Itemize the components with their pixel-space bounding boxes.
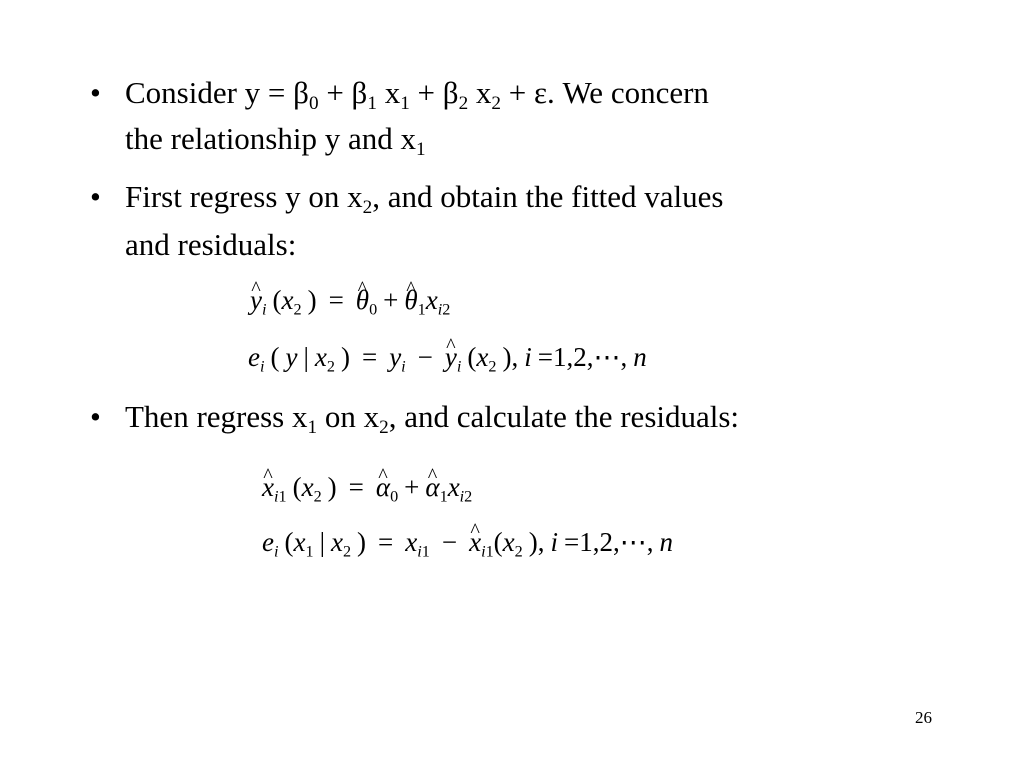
- math-symbol: x: [447, 472, 460, 502]
- math-subscript: 2: [293, 300, 302, 319]
- math-symbol: x: [281, 285, 294, 315]
- math-symbol: (: [284, 527, 294, 557]
- math-subscript: i: [273, 542, 279, 561]
- text-run: , and calculate the residuals:: [388, 399, 740, 434]
- text-run: x: [468, 75, 492, 110]
- subscript: 2: [491, 92, 502, 114]
- text-run: Then regress x: [125, 399, 308, 434]
- text-run: , and obtain the fitted values: [372, 179, 724, 214]
- math-subscript: i: [261, 300, 267, 319]
- subscript: 1: [367, 92, 377, 114]
- text-run: and residuals:: [125, 227, 297, 262]
- text-run: + β: [318, 75, 368, 110]
- math-symbol: 1,2,⋯,: [579, 527, 654, 557]
- math-subscript: i: [401, 357, 406, 376]
- math-subscript: 2: [442, 300, 451, 319]
- math-symbol: x: [293, 527, 306, 557]
- math-symbol: =: [348, 472, 364, 502]
- math-symbol: y: [389, 342, 402, 372]
- bullet-line: [125, 116, 426, 162]
- subscript: 2: [362, 196, 373, 218]
- math-subscript: 2: [464, 487, 473, 506]
- math-symbol: +: [383, 285, 399, 315]
- math-symbol: +: [404, 472, 420, 502]
- math-symbol: x: [502, 527, 515, 557]
- bullet-line: [125, 174, 724, 220]
- math-subscript: i: [481, 542, 486, 561]
- math-subscript: 1: [421, 542, 430, 561]
- math-symbol: x: [476, 342, 489, 372]
- math-symbol: ^ y: [445, 340, 457, 374]
- subscript: 2: [379, 416, 389, 438]
- math-subscript: 0: [369, 300, 378, 319]
- math-symbol: ): [340, 342, 350, 372]
- math-symbol: ),: [502, 342, 519, 372]
- text-run: Consider y = β: [125, 75, 309, 110]
- math-symbol: −: [417, 342, 433, 372]
- math-subscript: 1: [485, 542, 494, 561]
- math-symbol: n: [659, 527, 673, 557]
- math-symbol: −: [441, 527, 458, 557]
- math-symbol: (: [270, 342, 280, 372]
- subscript: 1: [416, 138, 426, 160]
- bullet-dot: •: [90, 179, 101, 214]
- math-subscript: i: [417, 542, 422, 561]
- math-subscript: 2: [313, 487, 322, 506]
- bullet-line: [125, 222, 296, 268]
- bullet-line: [125, 70, 709, 116]
- text-run: on x: [317, 399, 380, 434]
- math-subscript: 1: [417, 300, 426, 319]
- math-subscript: i: [459, 487, 465, 506]
- text-run: + ε. We concern: [501, 75, 709, 110]
- math-subscript: 1: [439, 487, 448, 506]
- text-run: the relationship y and x: [125, 121, 416, 156]
- text-run: First regress y on x: [125, 179, 363, 214]
- subscript: 2: [458, 92, 469, 114]
- math-symbol: ^ α: [376, 470, 390, 504]
- math-symbol: x: [314, 342, 327, 372]
- equation-residual-y: [248, 340, 647, 374]
- math-symbol: ^ α: [425, 470, 439, 504]
- math-symbol: e: [248, 342, 260, 372]
- math-subscript: i: [259, 357, 265, 376]
- equation-fitted-x1: [262, 470, 472, 504]
- subscript: 1: [307, 416, 318, 438]
- math-subscript: i: [437, 300, 443, 319]
- bullet-dot: •: [90, 75, 101, 110]
- math-symbol: ^ y: [250, 283, 262, 317]
- math-symbol: (: [292, 472, 302, 502]
- math-symbol: n: [633, 342, 647, 372]
- math-symbol: (: [272, 285, 282, 315]
- math-subscript: 2: [488, 357, 497, 376]
- math-symbol: =: [564, 527, 580, 557]
- math-subscript: 2: [514, 542, 523, 561]
- math-symbol: =: [378, 527, 394, 557]
- math-symbol: ^ x: [262, 470, 274, 504]
- math-symbol: ^ θ: [404, 283, 417, 317]
- subscript: 0: [308, 92, 319, 114]
- math-symbol: (: [467, 342, 477, 372]
- math-symbol: i: [550, 527, 559, 557]
- math-subscript: 2: [342, 542, 352, 561]
- math-symbol: =: [537, 342, 553, 372]
- math-symbol: ): [357, 527, 367, 557]
- math-symbol: ): [327, 472, 337, 502]
- math-symbol: ^ x: [469, 525, 481, 559]
- math-symbol: ^ θ: [356, 283, 369, 317]
- math-symbol: y: [285, 342, 298, 372]
- math-subscript: 2: [326, 357, 335, 376]
- math-symbol: x: [405, 527, 418, 557]
- math-subscript: i: [456, 357, 462, 376]
- bullet-dot: •: [90, 399, 101, 434]
- math-symbol: i: [524, 342, 532, 372]
- math-symbol: |: [319, 527, 325, 557]
- text-run: x: [376, 75, 401, 110]
- math-symbol: e: [262, 527, 274, 557]
- math-symbol: ): [307, 285, 317, 315]
- math-symbol: |: [303, 342, 309, 372]
- math-symbol: x: [301, 472, 314, 502]
- math-subscript: 1: [305, 542, 314, 561]
- math-symbol: (: [493, 527, 503, 557]
- math-subscript: 1: [278, 487, 287, 506]
- math-symbol: x: [330, 527, 343, 557]
- math-symbol: ),: [528, 527, 545, 557]
- math-subscript: 0: [390, 487, 399, 506]
- math-symbol: x: [425, 285, 438, 315]
- page-number: 26: [915, 708, 932, 727]
- math-symbol: =: [328, 285, 344, 315]
- math-symbol: =: [361, 342, 378, 372]
- equation-fitted-y: [250, 283, 450, 317]
- equation-residual-x1: [262, 525, 673, 559]
- math-symbol: 1,2,⋯,: [552, 342, 628, 372]
- text-run: + β: [409, 75, 459, 110]
- bullet-line: [125, 394, 739, 440]
- subscript: 1: [400, 92, 410, 114]
- math-subscript: i: [273, 487, 279, 506]
